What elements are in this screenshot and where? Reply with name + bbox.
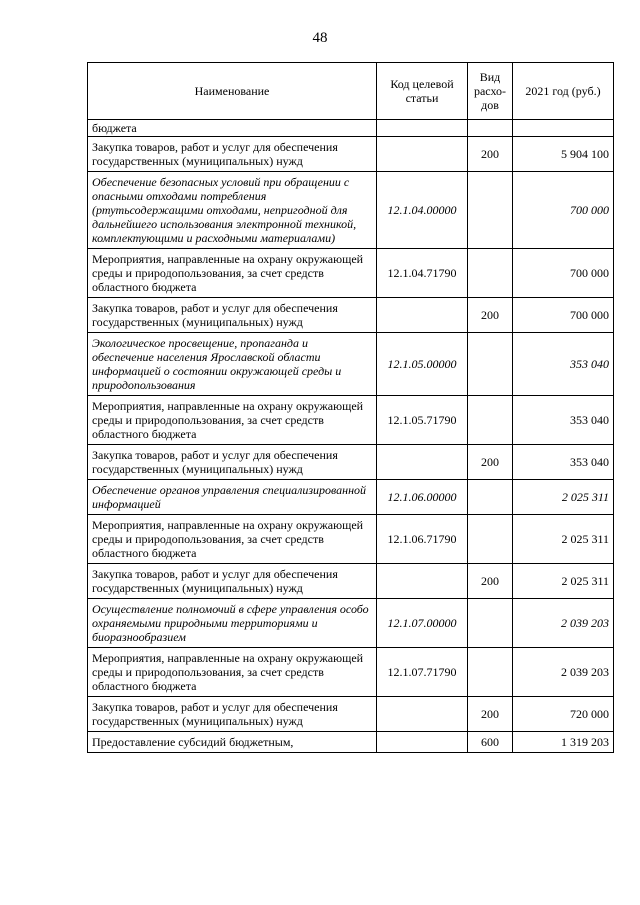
table-row — [88, 396, 614, 445]
row-amount-cell: 2 025 311 — [513, 564, 614, 599]
table-body — [88, 120, 614, 753]
row-name-cell: Экологическое просвещение, пропаганда и обеспечение населения Ярославской области информацией о состоянии окружающей среды и природопользования — [88, 333, 377, 396]
table-row — [88, 599, 614, 648]
row-amount-cell: 700 000 — [513, 249, 614, 298]
table-row — [88, 732, 614, 753]
row-amount-cell: 2 025 311 — [513, 480, 614, 515]
row-code-cell: 12.1.05.71790 — [377, 396, 468, 445]
page-number: 48 — [312, 30, 328, 46]
row-type-cell — [468, 120, 513, 137]
row-amount-cell: 1 319 203 — [513, 732, 614, 753]
row-code-cell — [377, 445, 468, 480]
row-type-cell — [468, 396, 513, 445]
table-row — [88, 120, 614, 137]
table-row — [88, 648, 614, 697]
row-code-cell — [377, 120, 468, 137]
row-name-cell: Закупка товаров, работ и услуг для обеспечения государственных (муниципальных) нужд — [88, 445, 377, 480]
header-code: Код целевой статьи — [377, 63, 468, 120]
row-type-cell: 200 — [468, 137, 513, 172]
header-type: Вид расхо-дов — [468, 63, 513, 120]
table-row — [88, 298, 614, 333]
row-type-cell — [468, 333, 513, 396]
row-type-cell — [468, 648, 513, 697]
row-type-cell: 200 — [468, 445, 513, 480]
row-code-cell: 12.1.07.00000 — [377, 599, 468, 648]
row-type-cell: 200 — [468, 697, 513, 732]
row-name-cell: Закупка товаров, работ и услуг для обеспечения государственных (муниципальных) нужд — [88, 137, 377, 172]
table-row — [88, 564, 614, 599]
row-code-cell: 12.1.05.00000 — [377, 333, 468, 396]
row-code-cell: 12.1.06.00000 — [377, 480, 468, 515]
row-name-cell: Осуществление полномочий в сфере управления особо охраняемыми природными территориями и биоразнообразием — [88, 599, 377, 648]
row-type-cell — [468, 599, 513, 648]
header-amount: 2021 год (руб.) — [513, 63, 614, 120]
row-amount-cell: 720 000 — [513, 697, 614, 732]
table-row — [88, 137, 614, 172]
row-name-cell: Мероприятия, направленные на охрану окружающей среды и природопользования, за счет средств областного бюджета — [88, 648, 377, 697]
row-code-cell — [377, 732, 468, 753]
table-row — [88, 172, 614, 249]
row-name-cell: Предоставление субсидий бюджетным, — [88, 732, 377, 753]
row-amount-cell: 5 904 100 — [513, 137, 614, 172]
row-amount-cell: 2 039 203 — [513, 648, 614, 697]
row-code-cell — [377, 137, 468, 172]
row-amount-cell: 700 000 — [513, 172, 614, 249]
table-row — [88, 249, 614, 298]
row-name-cell: Обеспечение безопасных условий при обращении с опасными отходами потребления (ртутьсодержащими отходами, непригодной для дальнейшего использования электронной техникой, комплектующими и расходными материалами) — [88, 172, 377, 249]
row-type-cell: 200 — [468, 298, 513, 333]
table-row — [88, 333, 614, 396]
row-code-cell: 12.1.06.71790 — [377, 515, 468, 564]
row-code-cell — [377, 564, 468, 599]
row-code-cell: 12.1.07.71790 — [377, 648, 468, 697]
budget-table — [87, 62, 614, 753]
row-code-cell: 12.1.04.71790 — [377, 249, 468, 298]
row-amount-cell: 353 040 — [513, 445, 614, 480]
row-amount-cell: 700 000 — [513, 298, 614, 333]
row-amount-cell: 353 040 — [513, 333, 614, 396]
row-name-cell: бюджета — [88, 120, 377, 137]
row-type-cell — [468, 172, 513, 249]
row-code-cell — [377, 697, 468, 732]
table-row — [88, 515, 614, 564]
row-type-cell: 600 — [468, 732, 513, 753]
row-type-cell — [468, 249, 513, 298]
row-amount-cell — [513, 120, 614, 137]
row-name-cell: Мероприятия, направленные на охрану окружающей среды и природопользования, за счет средств областного бюджета — [88, 515, 377, 564]
row-name-cell: Мероприятия, направленные на охрану окружающей среды и природопользования, за счет средств областного бюджета — [88, 249, 377, 298]
row-type-cell: 200 — [468, 564, 513, 599]
row-code-cell — [377, 298, 468, 333]
table-row — [88, 480, 614, 515]
row-code-cell: 12.1.04.00000 — [377, 172, 468, 249]
row-name-cell: Закупка товаров, работ и услуг для обеспечения государственных (муниципальных) нужд — [88, 564, 377, 599]
row-amount-cell: 2 025 311 — [513, 515, 614, 564]
header-name: Наименование — [88, 63, 377, 120]
row-type-cell — [468, 480, 513, 515]
row-amount-cell: 353 040 — [513, 396, 614, 445]
row-name-cell: Обеспечение органов управления специализированной информацией — [88, 480, 377, 515]
row-amount-cell: 2 039 203 — [513, 599, 614, 648]
row-name-cell: Мероприятия, направленные на охрану окружающей среды и природопользования, за счет средств областного бюджета — [88, 396, 377, 445]
row-name-cell: Закупка товаров, работ и услуг для обеспечения государственных (муниципальных) нужд — [88, 298, 377, 333]
table-header-row — [88, 63, 614, 120]
row-type-cell — [468, 515, 513, 564]
table-row — [88, 697, 614, 732]
table-row — [88, 445, 614, 480]
row-name-cell: Закупка товаров, работ и услуг для обеспечения государственных (муниципальных) нужд — [88, 697, 377, 732]
